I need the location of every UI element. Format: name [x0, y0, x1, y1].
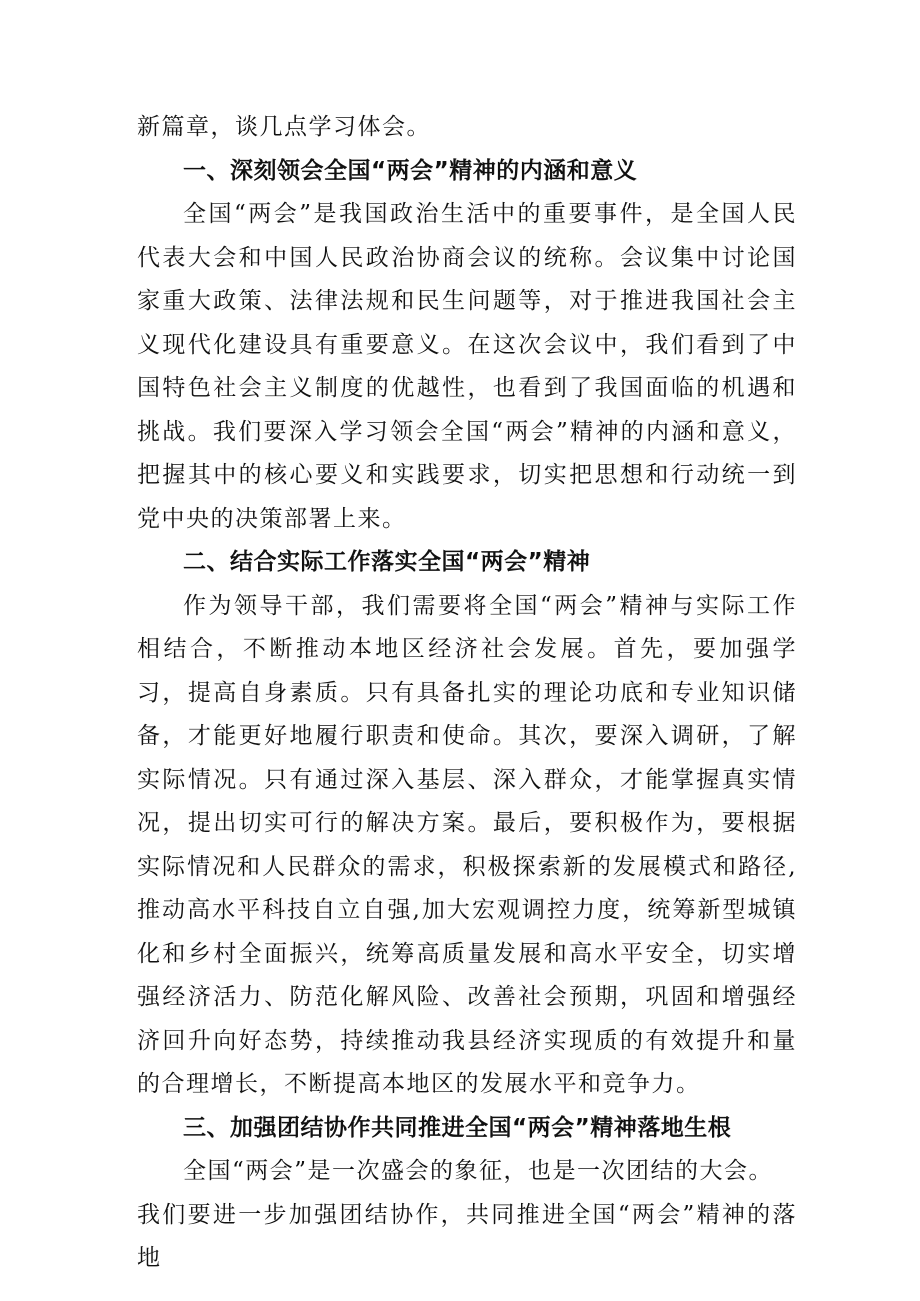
section-3-paragraph-1: 全国“两会”是一次盛会的象征，也是一次团结的大会。 — [183, 1158, 774, 1184]
document-body — [137, 106, 797, 1281]
section-1-heading: 一、深刻领会全国“两会”精神的内涵和意义 — [183, 157, 638, 184]
intro-tail-paragraph: 新篇章，谈几点学习体会。 — [137, 114, 431, 140]
section-1-paragraph: 全国“两会”是我国政治生活中的重要事件，是全国人民代表大会和中国人民政治协商会议的统称。会议集中讨论国家重大政策、法律法规和民生问题等，对于推进我国社会主义现代化建设具有重要意义。在这次会议中，我们看到了中国特色社会主义制度的优越性，也看到了我国面临的机遇和挑战。我们要深入学习领会全国“两会”精神的内涵和意义，把握其中的核心要义和实践要求，切实把思想和行动统一到党中央的决策部署上来。 — [137, 201, 797, 532]
section-2-heading: 二、结合实际工作落实全国“两会”精神 — [183, 549, 591, 575]
section-2-paragraph: 作为领导干部，我们需要将全国“两会”精神与实际工作相结合，不断推动本地区经济社会发展。首先，要加强学习，提高自身素质。只有具备扎实的理论功底和专业知识储备，才能更好地履行职责和使命。其次，要深入调研，了解实际情况。只有通过深入基层、深入群众，才能掌握真实情况，提出切实可行的解决方案。最后，要积极作为，要根据实际情况和人民群众的需求，积极探索新的发展模式和路径,推动高水平科技自立自强,加大宏观调控力度，统筹新型城镇化和乡村全面振兴，统筹高质量发展和高水平安全，切实增强经济活力、防范化解风险、改善社会预期，巩固和增强经济回升向好态势，持续推动我县经济实现质的有效提升和量的合理增长，不断提高本地区的发展水平和竞争力。 — [137, 592, 797, 1097]
section-3-heading: 三、加强团结协作共同推进全国“两会”精神落地生根 — [183, 1114, 732, 1141]
section-3-paragraph-2: 我们要进一步加强团结协作，共同推进全国“两会”精神的落地 — [137, 1201, 797, 1271]
